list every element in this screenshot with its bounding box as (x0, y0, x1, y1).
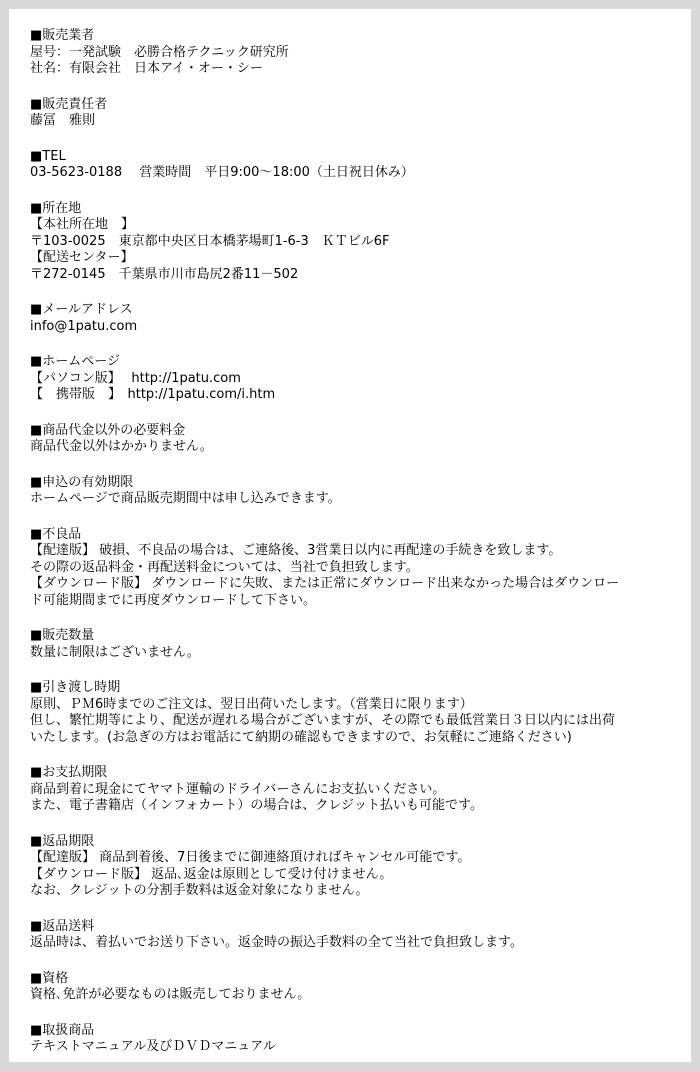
company-name-line: 社名：有限会社 日本アイ・オー・シー (30, 61, 263, 76)
section-heading: ■ホームページ (30, 354, 121, 369)
head-office-address: 〒103-0025 東京都中央区日本橋茅場町1-6-3 ＫＴビル6F (30, 233, 390, 249)
section-products (30, 1023, 691, 1056)
section-delivery-time (30, 680, 691, 746)
delivery-time-text: 原則、ＰＭ6時までのご注文は、翌日出荷いたします。（営業日に限ります） (30, 696, 473, 712)
section-payment (30, 765, 691, 815)
section-email (30, 302, 691, 335)
section-heading: ■所在地 (30, 200, 82, 216)
delivery-center-address: 〒272-0145 千葉県市川市島尻2番11－502 (30, 266, 299, 282)
application-period-text: ホームページで商品販売期間中は申し込みできます。 (30, 491, 341, 506)
payment-text: また、電子書籍店（インフォカート）の場合は、クレジット払いも可能です。 (30, 798, 483, 813)
legal-notice-page (9, 9, 691, 1062)
section-heading: ■メールアドレス (30, 302, 133, 317)
section-extra-fees (30, 423, 691, 456)
delivery-center-label: 【配送センター】 (30, 250, 134, 265)
defective-goods-text: 【配達版】 破損、不良品の場合は、ご連絡後、3営業日以内に再配達の手続きを致します。 (30, 543, 562, 558)
section-return-period (30, 834, 691, 900)
section-heading: ■取扱商品 (30, 1022, 95, 1038)
qualification-text: 資格､免許が必要なものは販売しておりません。 (30, 987, 311, 1002)
payment-text: 商品到着に現金にてヤマト運輸のドライバーさんにお支払いください。 (30, 781, 446, 797)
section-application-period (30, 475, 691, 508)
sales-quantity-text: 数量に制限はございません。 (30, 644, 200, 660)
section-seller (30, 28, 691, 78)
email-address: info@1patu.com (30, 318, 138, 334)
section-heading: ■TEL (30, 148, 66, 164)
section-heading: ■販売数量 (30, 628, 95, 643)
mobile-site-url: 【 携帯版 】 http://1patu.com/i.htm (30, 387, 276, 402)
section-heading: ■販売業者 (30, 28, 95, 43)
section-heading: ■引き渡し時期 (30, 680, 121, 695)
tel-line: 03-5623-0188 営業時間 平日9:00〜18:00（土日祝日休み） (30, 165, 414, 180)
section-heading: ■申込の有効期限 (30, 474, 134, 490)
section-qualification (30, 971, 691, 1004)
return-period-text: 【ダウンロード版】 返品､返金は原則として受け付けません。 (30, 866, 393, 882)
pc-site-url: 【パソコン版】 http://1patu.com (30, 370, 241, 386)
defective-goods-text: その際の返品料金・再配送料金については、当社で負担致します。 (30, 559, 419, 575)
defective-goods-text: ド可能期間までに再度ダウンロードして下さい。 (30, 592, 317, 608)
section-address (30, 201, 691, 284)
section-sales-quantity (30, 628, 691, 661)
section-homepage (30, 354, 691, 404)
section-heading: ■返品期限 (30, 833, 95, 849)
section-heading: ■不良品 (30, 526, 82, 542)
section-heading: ■返品送料 (30, 918, 95, 934)
section-return-shipping (30, 919, 691, 952)
section-heading: ■資格 (30, 970, 69, 986)
section-heading: ■販売責任者 (30, 96, 108, 112)
return-period-text: なお、クレジットの分割手数料は返金対象になりません。 (30, 883, 369, 898)
section-defective-goods (30, 527, 691, 610)
section-responsible-person (30, 97, 691, 130)
responsible-person-name: 藤冨 雅則 (30, 113, 96, 128)
trade-name-line: 屋号：一発試験 必勝合格テクニック研究所 (30, 44, 289, 60)
return-shipping-text: 返品時は、着払いでお送り下さい。返金時の振込手数料の全て当社で負担致します。 (30, 935, 523, 950)
return-period-text: 【配達版】 商品到着後、7日後までに御連絡頂ければキャンセル可能です。 (30, 850, 471, 865)
delivery-time-text: 但し、繁忙期等により、配送が遅れる場合がございますが、その際でも最低営業日３日以内には出荷 (30, 713, 616, 728)
extra-fees-text: 商品代金以外はかかりません。 (30, 439, 213, 454)
section-tel (30, 149, 691, 182)
section-heading: ■商品代金以外の必要料金 (30, 422, 186, 438)
defective-goods-text: 【ダウンロード版】 ダウンロードに失敗、または正常にダウンロード出来なかった場合はダウンロー (30, 576, 620, 591)
delivery-time-text: いたします。(お急ぎの方はお電話にて納期の確認もできますので、お気軽にご連絡ください) (30, 729, 572, 745)
section-heading: ■お支払期限 (30, 765, 108, 780)
head-office-label: 【本社所在地 】 (30, 217, 135, 232)
products-text: テキストマニュアル及びＤＶＤマニュアル (30, 1039, 276, 1054)
